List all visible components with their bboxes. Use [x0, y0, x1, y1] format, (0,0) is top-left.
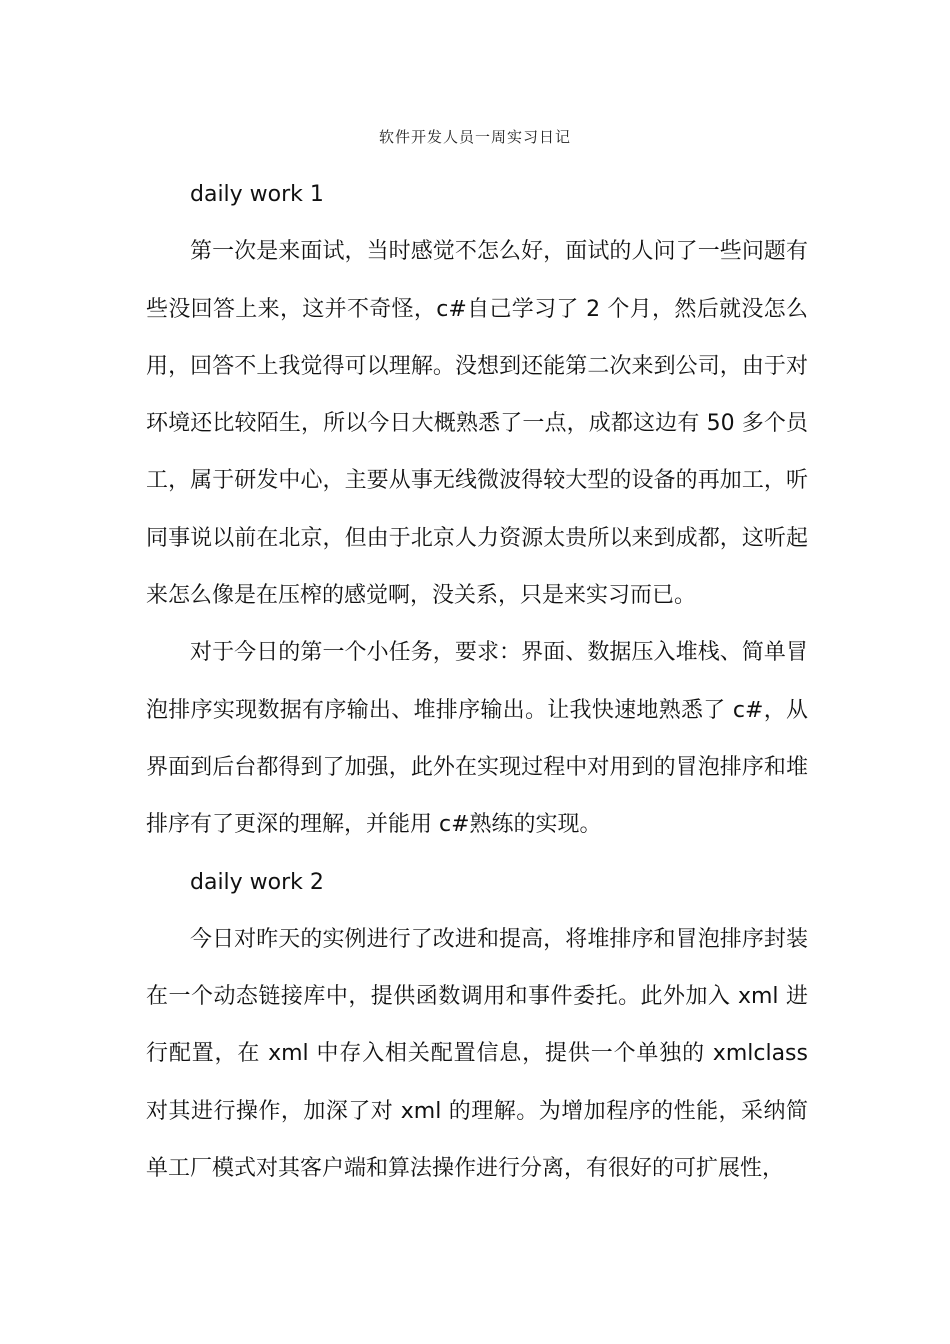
section-heading: daily work 2	[190, 869, 324, 895]
paragraph: 对于今日的第一个小任务，要求：界面、数据压入堆栈、简单冒泡排序实现数据有序输出、堆排序输出。让我快速地熟悉了 c#，从界面到后台都得到了加强，此外在实现过程中对用到的冒泡排序和堆排序有了更深的理解，并能用 c#熟练的实现。	[146, 640, 808, 838]
section-heading: daily work 1	[190, 182, 324, 207]
paragraph: 今日对昨天的实例进行了改进和提高，将堆排序和冒泡排序封装在一个动态链接库中，提供函数调用和事件委托。此外加入 xml 进行配置，在 xml 中存入相关配置信息，提供一个单独的 xmlclass 对其进行操作，加深了对 xml 的理解。为增加程序的性能，采纳简单工厂模式对其客户端和算法操作进行分离，有很好的可扩展性，	[146, 926, 808, 1182]
section-daily-work-1	[146, 166, 808, 854]
section-daily-work-2	[146, 854, 808, 1198]
document-title: 软件开发人员一周实习日记	[378, 128, 571, 146]
document-body	[146, 166, 808, 1197]
paragraph: 第一次是来面试，当时感觉不怎么好，面试的人问了一些问题有些没回答上来，这并不奇怪，c#自己学习了 2 个月，然后就没怎么用，回答不上我觉得可以理解。没想到还能第二次来到公司，由于对环境还比较陌生，所以今日大概熟悉了一点，成都这边有 50 多个员工，属于研发中心，主要从事无线微波得较大型的设备的再加工，听同事说以前在北京，但由于北京人力资源太贵所以来到成都，这听起来怎么像是在压榨的感觉啊，没关系，只是来实习而已。	[146, 239, 808, 609]
